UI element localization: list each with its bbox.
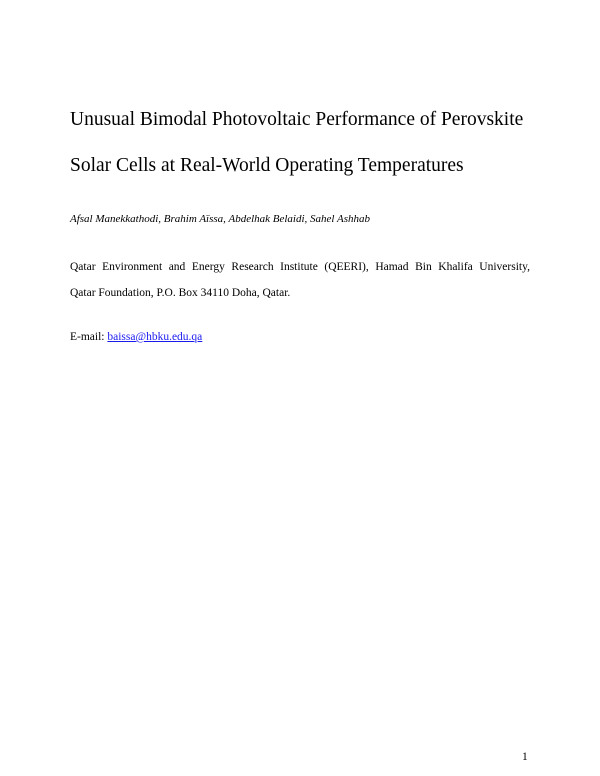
page-number: 1 — [522, 751, 528, 763]
affiliation-line-1: Qatar Environment and Energy Research Institute (QEERI), Hamad Bin Khalifa University, — [70, 261, 530, 273]
affiliation-line-2: Qatar Foundation, P.O. Box 34110 Doha, Qatar. — [70, 287, 291, 299]
email-link[interactable]: baissa@hbku.edu.qa — [107, 331, 203, 343]
paper-title-line-2: Solar Cells at Real-World Operating Temperatures — [70, 155, 464, 176]
author-list: Afsal Manekkathodi, Brahim Aïssa, Abdelhak Belaidi, Sahel Ashhab — [70, 213, 371, 225]
paper-title-line-1: Unusual Bimodal Photovoltaic Performance of Perovskite — [70, 109, 524, 130]
contact-email-line — [70, 332, 202, 344]
email-label: E-mail: — [70, 331, 108, 343]
